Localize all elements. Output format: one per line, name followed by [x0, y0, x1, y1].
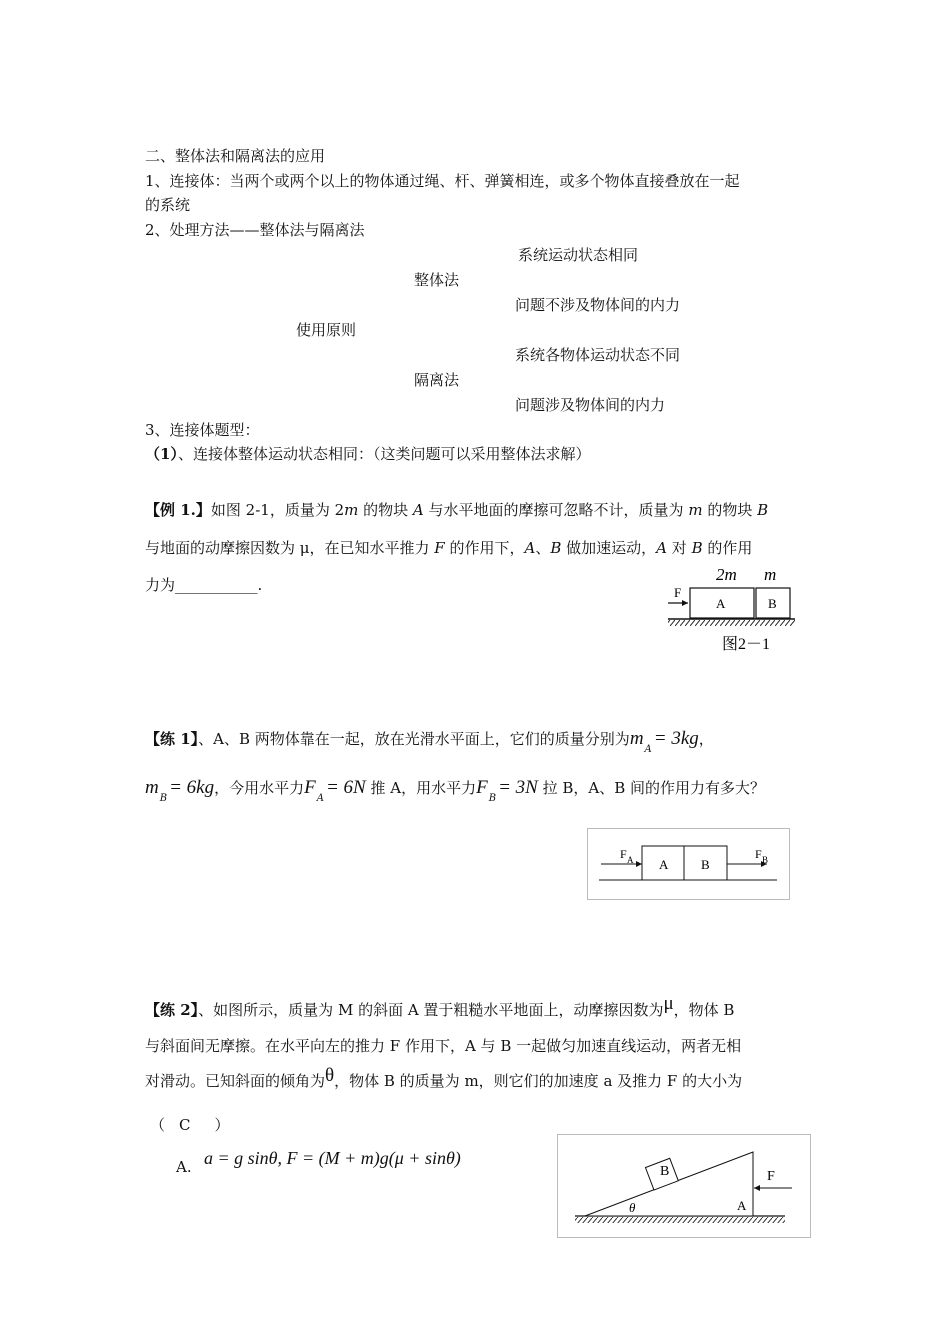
- example1-line3: 力为___________.: [145, 576, 263, 594]
- p1-fa-val: = 6N: [325, 777, 366, 798]
- p1fig-fa-label: F: [620, 847, 627, 861]
- fig1-caption: 图2－1: [722, 636, 771, 653]
- p1-mb-val: = 6kg: [169, 777, 215, 798]
- ex1-a3: A: [656, 539, 668, 557]
- ex1-l2c: 做加速运动，: [561, 539, 657, 557]
- isolate-cond-1: 系统各物体运动状态不同: [515, 346, 681, 364]
- p1fig-fb-label: F: [755, 847, 762, 861]
- ex1-l2d: 对: [667, 539, 692, 557]
- sub1: [145, 443, 590, 464]
- p1-fb-val: = 3N: [498, 777, 538, 798]
- p1-ma-sym: m: [629, 728, 644, 749]
- ex1-a2: A: [524, 539, 536, 557]
- p1fig-fa-sub: A: [627, 855, 634, 865]
- fig1-block-a-label: A: [716, 596, 726, 611]
- p1-t2: ，今用水平力: [214, 779, 305, 797]
- p1-fa-sym: F: [304, 777, 316, 798]
- p1fig-block-a-label: A: [659, 857, 669, 872]
- p2-l3b: ，物体 B 的质量为 m，则它们的加速度 a 及推力 F 的大小为: [334, 1072, 743, 1090]
- item1-line2: 的系统: [145, 196, 191, 214]
- practice1-line2: [145, 777, 766, 804]
- whole-cond-2: 问题不涉及物体间的内力: [515, 296, 681, 314]
- fig1-mass-a: 2m: [716, 565, 737, 584]
- p1-fb-sub: B: [488, 793, 497, 804]
- sub1-text: 、连接体整体运动状态相同：（这类问题可以采用整体法求解）: [177, 445, 591, 463]
- sub1-num: （1）: [145, 445, 178, 463]
- fig1-mass-b: m: [764, 565, 777, 584]
- p2-mu: μ: [663, 993, 674, 1014]
- isolate-method: 隔离法: [414, 371, 460, 389]
- practice2-tag: 【练 2】: [145, 1001, 199, 1019]
- p2-l1a: 、如图所示，质量为 M 的斜面 A 置于粗糙水平地面上，动摩擦因数为: [198, 1001, 664, 1019]
- ex1-m2: m: [688, 501, 703, 519]
- item2: 2、处理方法——整体法与隔离法: [145, 221, 365, 239]
- example1-line2: [145, 537, 752, 558]
- ex1-l2a: 与地面的动摩擦因数为 μ，在已知水平推力: [145, 539, 435, 557]
- p2fig-force-label: F: [767, 1169, 775, 1184]
- figure-2-1: [660, 560, 805, 660]
- ex1-t3: 与水平地面的摩擦可忽略不计，质量为: [423, 501, 689, 519]
- p2-paren-close: ）: [214, 1116, 230, 1134]
- section-title: 二、整体法和隔离法的应用: [145, 147, 326, 165]
- ex1-t2: 的物块: [358, 501, 413, 519]
- p2fig-block-b-label: B: [660, 1164, 670, 1179]
- fig1-ground-hatch: [668, 620, 795, 626]
- item1-line1: 1、连接体：当两个或两个以上的物体通过绳、杆、弹簧相连，或多个物体直接叠放在一起: [145, 172, 740, 190]
- fig1-block-b-label: B: [768, 596, 777, 611]
- ex1-f: F: [434, 539, 445, 557]
- ex1-t4: 的物块: [702, 501, 758, 519]
- p2-answer: C: [179, 1116, 191, 1134]
- option-a-formula: a = g sinθ, F = (M + m)g(μ + sinθ): [204, 1148, 461, 1168]
- p2-theta: θ: [325, 1065, 335, 1086]
- practice2-figure: [557, 1134, 811, 1238]
- p1-t1: 、A、B 两物体靠在一起，放在光滑水平面上，它们的质量分别为: [198, 730, 630, 748]
- practice2-line1: [145, 993, 735, 1021]
- ex1-l2b: 的作用下，: [444, 539, 525, 557]
- p2fig-wedge-label: A: [737, 1198, 747, 1213]
- p1-mb-sub: B: [159, 793, 168, 804]
- ex1-b1: B: [757, 501, 769, 519]
- p1-t4: 拉 B，A、B 间的作用力有多大？: [542, 779, 766, 797]
- practice1-tag: 【练 1】: [145, 730, 199, 748]
- p2fig-angle-label: θ: [629, 1200, 636, 1215]
- practice1-line1: [145, 728, 714, 755]
- p2-l1b: ，物体 B: [673, 1001, 735, 1019]
- p1-ma-sub: A: [644, 744, 652, 755]
- isolate-cond-2: 问题涉及物体间的内力: [515, 396, 666, 414]
- practice1-figure: [587, 828, 790, 900]
- ex1-m1: m: [344, 501, 359, 519]
- whole-method: 整体法: [414, 271, 460, 289]
- option-a-label: A.: [176, 1158, 192, 1176]
- p2-l3a: 对滑动。已知斜面的倾角为: [145, 1072, 326, 1090]
- item3: 3、连接体题型：: [145, 421, 260, 439]
- p1-fb-sym: F: [476, 777, 488, 798]
- whole-cond-1: 系统运动状态相同: [518, 246, 639, 264]
- example1-tag: 【例 1.】: [145, 501, 211, 519]
- p1-fa-sub: A: [316, 793, 324, 804]
- ex1-b2: B: [550, 539, 562, 557]
- principle-root: 使用原则: [296, 321, 357, 339]
- ex1-b3: B: [691, 539, 703, 557]
- p2fig-ground-hatch: [575, 1217, 785, 1223]
- practice2-answer: [150, 1114, 230, 1135]
- p1-comma: ，: [698, 730, 714, 748]
- ex1-l2e: 的作用: [702, 539, 753, 557]
- p1fig-block-b-label: B: [701, 857, 710, 872]
- ex1-a1: A: [412, 501, 424, 519]
- practice2-line2: 与斜面间无摩擦。在水平向左的推力 F 作用下，A 与 B 一起做匀加速直线运动，两者无相: [145, 1037, 742, 1055]
- p1-ma-val: = 3kg: [653, 728, 699, 749]
- p1-t3: 推 A，用水平力: [370, 779, 477, 797]
- ex1-comma: 、: [535, 539, 551, 557]
- ex1-t1: 如图 2-1，质量为 2: [210, 501, 345, 519]
- example1-line1: [145, 499, 768, 520]
- p1-mb-sym: m: [145, 777, 159, 798]
- fig1-arrow-head: [682, 600, 688, 606]
- p2-paren-open: （: [150, 1116, 166, 1134]
- practice2-line3: [145, 1065, 743, 1092]
- p1fig-fb-sub: B: [762, 855, 769, 865]
- fig1-force-label: F: [674, 585, 682, 600]
